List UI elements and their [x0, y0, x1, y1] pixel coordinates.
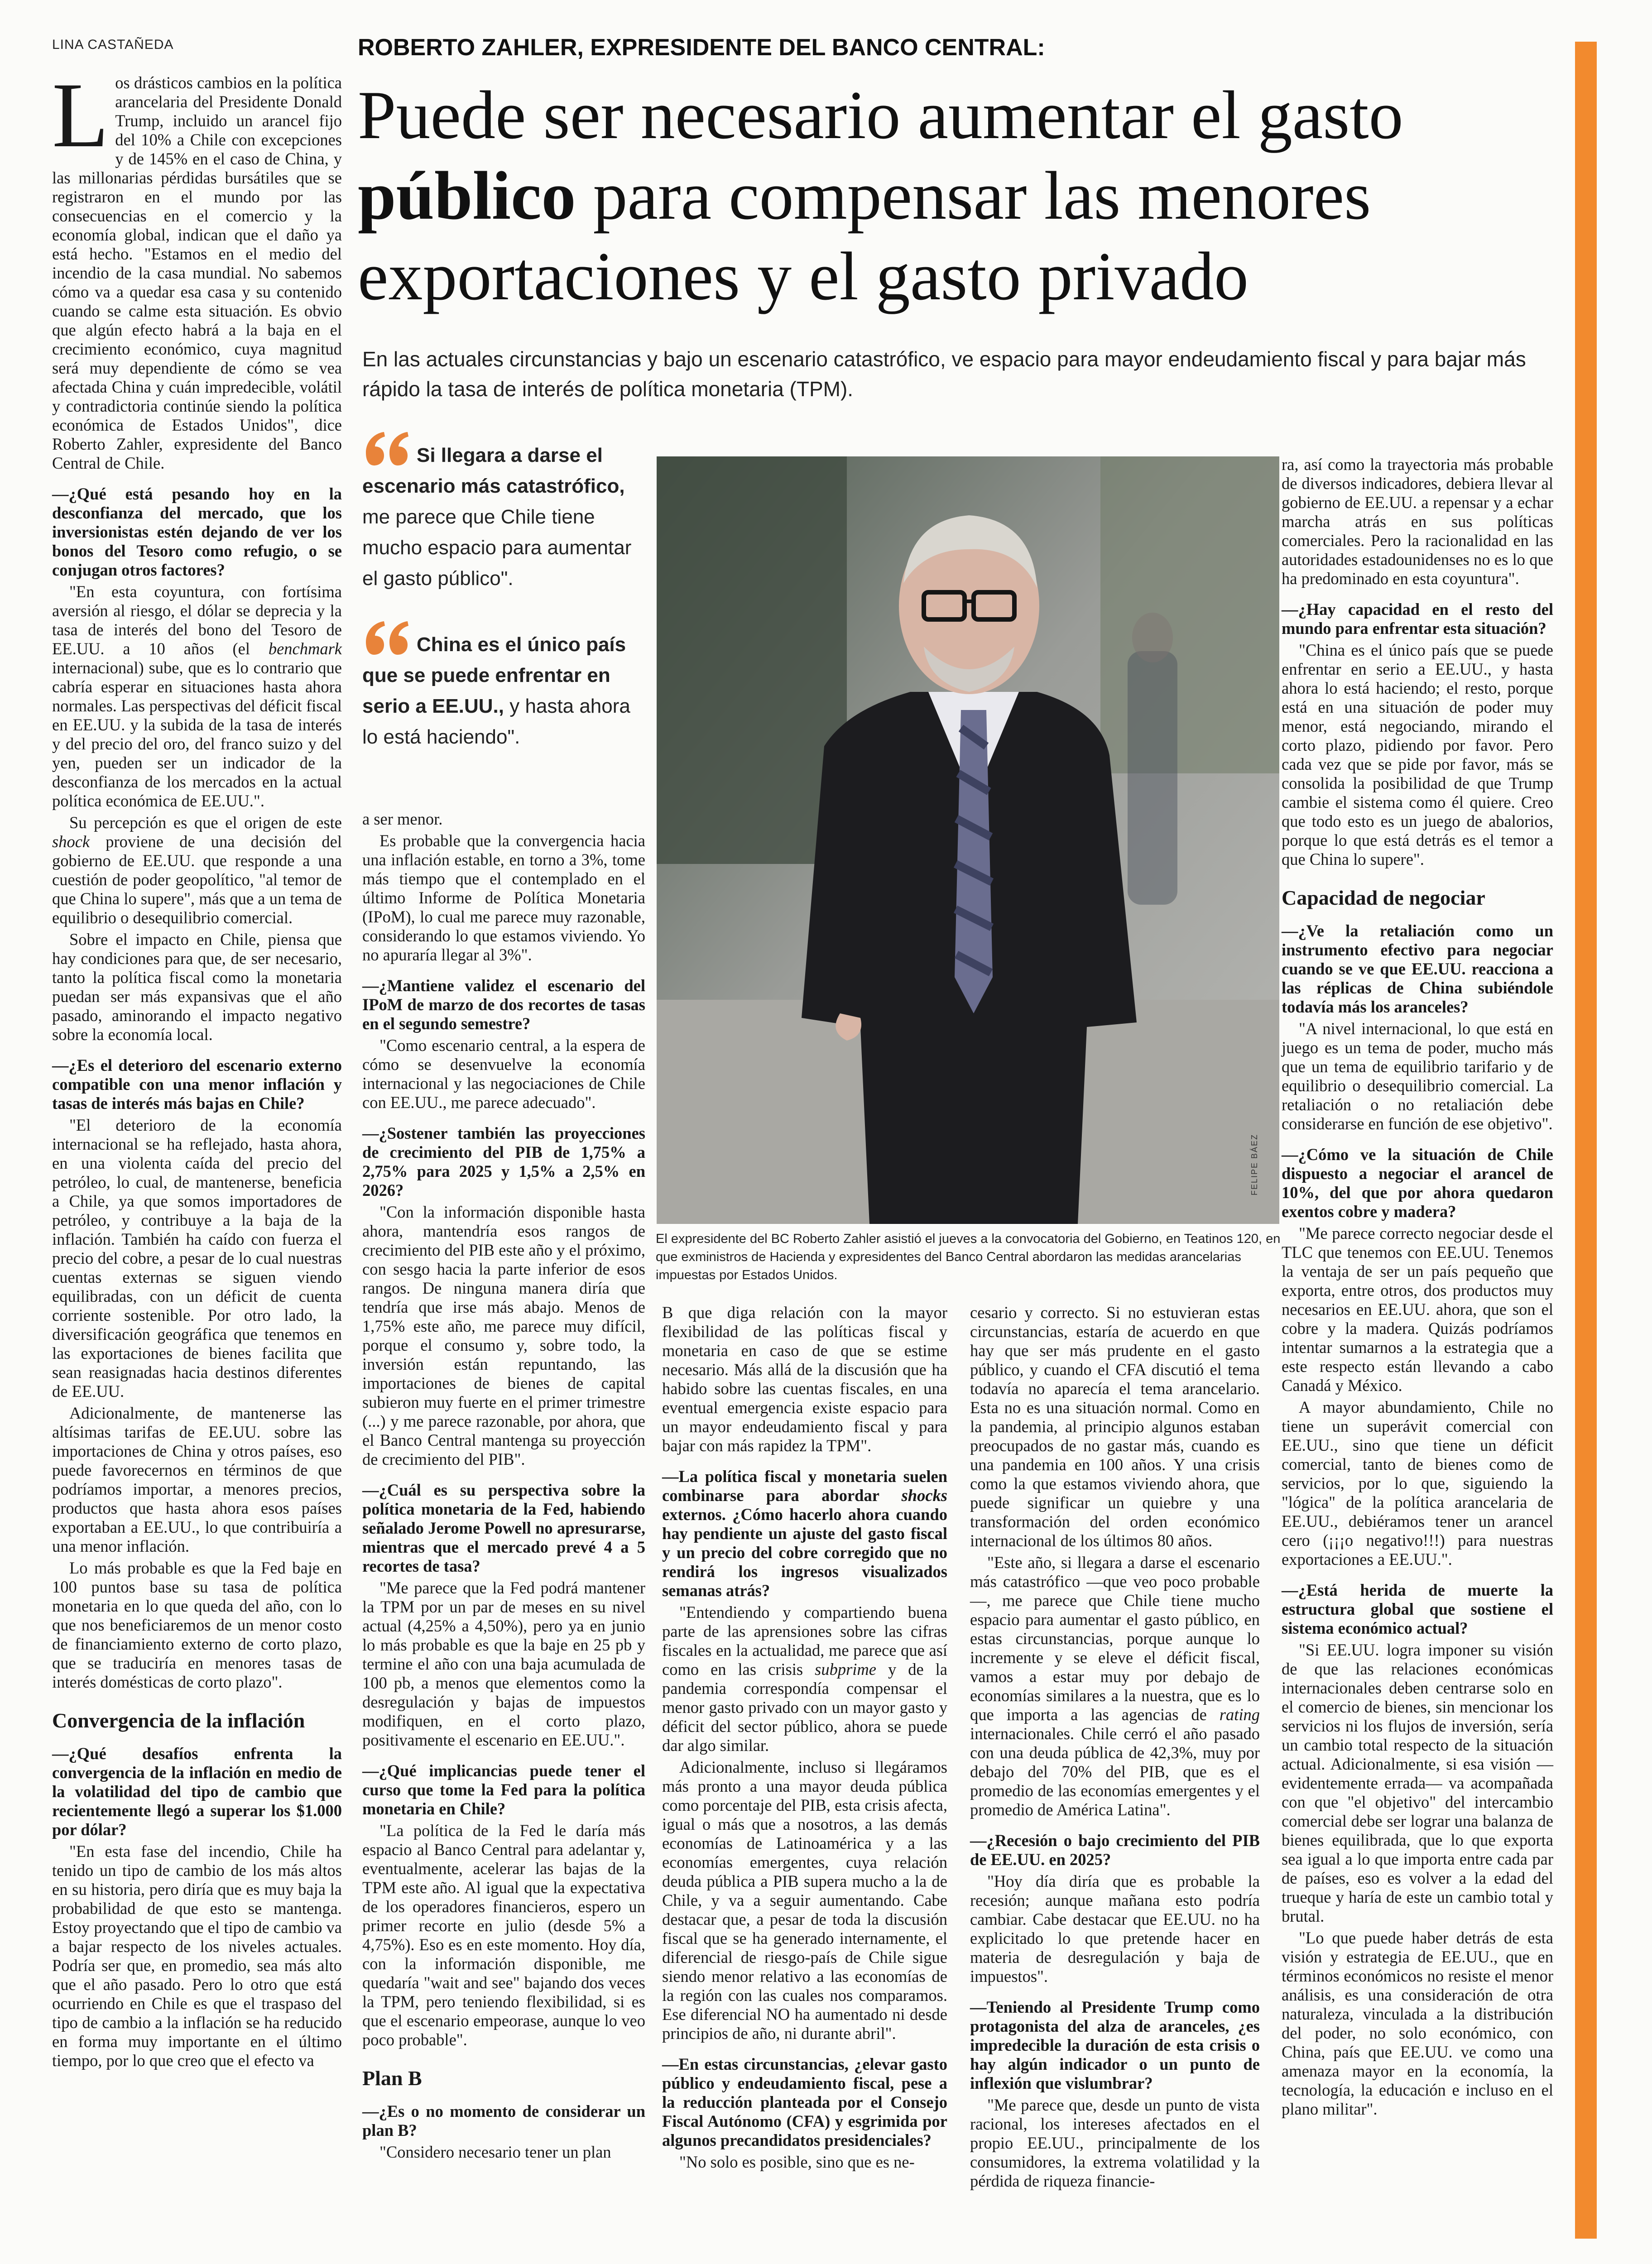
headline-line-2-rest: para compensar las menores — [576, 158, 1371, 234]
answer-text: internacional) sube, que es lo contrario que cabría esperar en situaciones hasta ahora normales. Las perspectivas del déficit fiscal en EE.UU. y la subida de la tasa de interés y del precio del oro, del franco suizo y del yen, pueden ser un indicador de la desconfianza de los mercados en la actual política económica de EE.UU.". — [52, 658, 342, 810]
answer-text: "Entendiendo y compartiendo buena parte de las aprensiones sobre las cifras fiscales en la actualidad, me parece que así como en las crisis — [662, 1603, 947, 1679]
answer-text: y de la pandemia correspondía compensar el menor gasto privado con un mayor gasto y déficit del sector público, ahora se puede dar algo similar. — [662, 1660, 947, 1755]
answer: "En esta fase del incendio, Chile ha tenido un tipo de cambio de los más altos en su historia, pero diría que es muy baja la probabilidad de que esto se mantenga. Estoy proyectando que el tipo de cambio va a bajar respecto de los niveles actuales. Podría ser que, en promedio, sea más alto que el año pasado. Pero lo otro que está ocurriendo en Chile es que el traspaso del tipo de cambio a la inflación se ha reducido en forma muy importante en el último tiempo, por lo que creo que el efecto va — [52, 1842, 342, 2070]
pull-quote-text: y hasta ahora lo está haciendo". — [362, 695, 630, 748]
section-heading: Plan B — [362, 2067, 422, 2090]
answer: B que diga relación con la mayor flexibilidad de las políticas fiscal y monetaria en caso de que se estime necesario. Más allá de la discusión que ha habido sobre las cuentas fiscales, en una eventual emergencia existe espacio para un mayor endeudamiento fiscal y para bajar con más rapidez la TPM". — [662, 1303, 947, 1455]
section-heading: Convergencia de la inflación — [52, 1709, 305, 1732]
pull-quote-text: me parece que Chile tiene mucho espacio para aumentar el gasto público". — [362, 506, 632, 590]
question — [662, 1467, 947, 1600]
intro-text: os drásticos cambios en la política arancelaria del Presidente Donald Trump, incluido un arancel fijo del 10% a Chile con excepciones y de 145% en el caso de China, y las millonarias pérdidas bursátiles que se registraron en el mundo por las consecuencias en el comercio y la economía global, indican que el daño ya está hecho. "Estamos en el medio del incendio de la casa mundial. No sabemos cómo va a quedar esa casa y su contenido cuando se calme esta situación. Es obvio que algún efecto habrá a la baja en el crecimiento económico, cuya magnitud será muy dependiente de cómo se vea afectada China y cuán impredecible, volátil y contradictoria continúe siendo la política económica de Estados Unidos", dice Roberto Zahler, expresidente del Banco Central de Chile. — [52, 73, 342, 472]
headline — [358, 75, 1590, 317]
answer-italic: benchmark — [268, 639, 342, 658]
answer: Lo más probable es que la Fed baje en 100 puntos base su tasa de política monetaria en lo que queda del año, con lo que nos beneficiaremos de un menor costo de financiamiento externo de corto plazo, que se traduciría en menores tasas de interés domésticas de corto plazo". — [52, 1559, 342, 1691]
question: —¿Cuál es su perspectiva sobre la política monetaria de la Fed, habiendo señalado Jerome Powell no apresurarse, mientras que el mercado prevé 4 a 5 recortes de tasa? — [362, 1481, 645, 1575]
question: —¿Qué está pesando hoy en la desconfianza del mercado, que los inversionistas estén dejando de ver los bonos del Tesoro como refugio, o se conjugan otros factores? — [52, 484, 342, 579]
question: —¿Ve la retaliación como un instrumento efectivo para negociar cuando se ve que EE.UU. reacciona a las réplicas de China subiéndole todavía más los aranceles? — [1282, 921, 1553, 1016]
intro-paragraph — [52, 64, 342, 473]
answer: Es probable que la convergencia hacia una inflación estable, en torno a 3%, tome más tiempo que el contemplado en el último Informe de Política Monetaria (IPoM), lo cual me parece muy razonable, considerando lo que estamos viviendo. Yo no apuraría llegar al 3%". — [362, 831, 645, 964]
question: —¿Es el deterioro del escenario externo compatible con una menor inflación y tasas de interés más bajas en Chile? — [52, 1056, 342, 1113]
answer — [52, 582, 342, 811]
answer: A mayor abundamiento, Chile no tiene un superávit comercial con EE.UU., sino que tiene un déficit comercial, tanto de bienes como de servicios, por lo que, siguiendo la "lógica" de la política arancelaria de EE.UU., debiéramos tener un arancel cero (¡¡¡o negativo!!!) para nuestras exportaciones a EE.UU.". — [1282, 1398, 1553, 1568]
answer: Adicionalmente, incluso si llegáramos más pronto a una mayor deuda pública como porcentaje del PIB, esta crisis afecta, igual o más que a nosotros, a las demás economías de Latinoamérica y a las economías emergentes, cuya relación deuda pública a PIB supera mucho a la de Chile, y va a seguir aumentando. Cabe destacar que, a pesar de toda la discusión fiscal que se ha generado internamente, el diferencial de riesgo-país de Chile sigue siendo menor relativo a las economías de la región con las cuales nos comparamos. Ese diferencial NO ha aumentado ni desde principios de año, ni durante abril". — [662, 1758, 947, 2043]
answer: "Me parece que la Fed podrá mantener la TPM por un par de meses en su nivel actual (4,25% a 4,50%), pero ya en junio lo más probable es que la baje en 25 pb y termine el año con una baja acumulada de 100 pb, a menos que elementos como la desregulación y bajas de impuestos modifiquen, en el corto plazo, positivamente el escenario en EE.UU.". — [362, 1578, 645, 1749]
column-5 — [1282, 455, 1553, 2121]
answer-text: "Este año, si llegara a darse el escenario más catastrófico —que veo poco probable—, me parece que Chile tiene mucho espacio para aumentar el gasto público, en estas circunstancias, porque aunque lo incremente y se eleve el déficit fiscal, vamos a estar muy por debajo de economías similares a la nuestra, que es lo que importa a las agencias de — [970, 1553, 1260, 1724]
answer — [970, 1553, 1260, 1819]
section-heading: Capacidad de negociar — [1282, 886, 1485, 909]
quote-mark-icon — [362, 431, 412, 466]
answer: "Hoy día diría que es probable la recesión; aunque mañana esto podría cambiar. Cabe destacar que EE.UU. no ha explicitado lo que pretende hacer en materia de desregulación y baja de impuestos". — [970, 1872, 1260, 1986]
photo-illustration — [657, 456, 1279, 1224]
answer: "Si EE.UU. logra imponer su visión de que las relaciones económicas internacionales deben centrarse solo en el comercio de bienes, sin mencionar los servicios ni los flujos de inversión, sería un cambio total respecto de la situación actual. Adicionalmente, si esa visión —evidentemente errada— va acompañada con que "el objetivo" del intercambio comercial debe ser lograr una balanza de bienes equilibrada, que lo que exporta sea igual a lo que importa entre cada par de países, eso es volver a la edad del trueque y haría de este un cambio total y brutal. — [1282, 1640, 1553, 1925]
pull-quote-1 — [362, 431, 643, 594]
question: —Teniendo al Presidente Trump como protagonista del alza de aranceles, ¿es impredecible la duración de esta crisis o hay algún indicador o un punto de inflexión que vislumbrar? — [970, 1998, 1260, 2092]
photo-caption: El expresidente del BC Roberto Zahler asistió el jueves a la convocatoria del Gobierno, en Teatinos 120, en que exministros de Hacienda y expresidentes del Banco Central abordaron las medidas arancelarias impuestas por Estados Unidos. — [656, 1232, 1281, 1282]
deck-subtitle: En las actuales circunstancias y bajo un escenario catastrófico, ve espacio para mayor endeudamiento fiscal y para bajar más rápido la tasa de interés de política monetaria (TPM). — [362, 347, 1526, 401]
answer-italic: subprime — [815, 1660, 876, 1679]
answer — [52, 813, 342, 927]
headline-line-2 — [358, 155, 1590, 236]
answer-text: "En esta coyuntura, con fortísima aversión al riesgo, el dólar se deprecia y la tasa de interés del bono del Tesoro de EE.UU. a 10 años (el — [52, 582, 342, 658]
answer: "El deterioro de la economía internacional se ha reflejado, hasta ahora, en una violenta caída del precio del petróleo, lo cual, de mantenerse, beneficia a Chile, ya que somos importadores de petróleo, y contribuye a la baja de la inflación. También ha caído con fuerza el precio del cobre, a pesar de lo cual nuestras cuentas externas se siguen viendo equilibradas, con un déficit de cuenta corriente sostenible. Por otro lado, la diversificación geográfica que tenemos en las exportaciones de bienes facilita que sean reasignadas hacia destinos diferentes de EE.UU. — [52, 1116, 342, 1401]
question-text: —La política fiscal y monetaria suelen combinarse para abordar — [662, 1467, 947, 1505]
answer-text: Su percepción es que el origen de este — [69, 813, 342, 832]
question: —¿Cómo ve la situación de Chile dispuesto a negociar el arancel de 10%, del que por ahora quedaron exentos cobre y madera? — [1282, 1145, 1553, 1221]
answer: "China es el único país que se puede enfrentar en serio a EE.UU., y hasta ahora lo está haciendo; el resto, porque está en una situación de poder muy menor, está negociando, mirando el corto plazo, pidiendo por favor. Pero cada vez que se pide por favor, más se consolida la posibilidad de que Trump cambie el sistema como él quiere. Creo que todo esto es un juego de abalorios, porque lo que está detrás es el temor a que China lo supere". — [1282, 641, 1553, 868]
answer: "Con la información disponible hasta ahora, mantendría esos rangos de crecimiento del PIB este año y el próximo, con sesgo hacia la parte inferior de esos rangos. De ninguna manera diría que tendría que irse más abajo. Menos de 1,75% este año, me parece muy difícil, porque el consumo y, sobre todo, la inversión están repuntando, las importaciones de bienes de capital subieron muy fuerte en el primer trimestre (...) y me parece razonable, por ahora, que el Banco Central mantenga su proyección de crecimiento del PIB". — [362, 1203, 645, 1468]
question: —¿Está herida de muerte la estructura global que sostiene el sistema económico actual? — [1282, 1581, 1553, 1637]
quote-mark-icon — [362, 620, 412, 656]
headline-bold-word: público — [358, 158, 576, 234]
answer: Adicionalmente, de mantenerse las altísimas tarifas de EE.UU. sobre las importaciones de China y otros países, eso puede favorecernos en términos de que podríamos importar, a menores precios, productos que hasta ahora esos países exportaban a EE.UU., lo que contribuiría a una menor inflación. — [52, 1404, 342, 1555]
column-4 — [970, 1303, 1260, 2193]
answer — [662, 1603, 947, 1755]
answer: Sobre el impacto en Chile, piensa que hay condiciones para que, de ser necesario, tanto la política fiscal como la monetaria puedan ser más expansivas que el año pasado, aminorando el impacto negativo sobre la economía local. — [52, 930, 342, 1044]
answer: "Como escenario central, a la espera de cómo se desenvuelve la economía internacional y las negociaciones de Chile con EE.UU., me parece adecuado". — [362, 1036, 645, 1112]
question-italic: shocks — [901, 1486, 947, 1505]
answer: cesario y correcto. Si no estuvieran estas circunstancias, estaría de acuerdo en que hay que ser más prudente en el gasto público, y cuando el CFA discutió el tema todavía no aparecía el tema arancelario. Esta no es una situación normal. Como en la pandemia, al principio algunos estaban preocupados de no gastar más, cuando es una pandemia en 100 años. Y una crisis como la que estamos viviendo ahora, que puede significar un quiebre y una transformación del orden económico internacional de los últimos 80 años. — [970, 1303, 1260, 1550]
question: —¿Hay capacidad en el resto del mundo para enfrentar esta situación? — [1282, 600, 1553, 638]
answer: "Considero necesario tener un plan — [379, 2143, 611, 2161]
question: —¿Qué implicancias puede tener el curso que tome la Fed para la política monetaria en Chile? — [362, 1761, 645, 1818]
dropcap: L — [52, 64, 109, 167]
question: —¿Es o no momento de considerar un plan B? — [362, 2102, 645, 2139]
kicker: ROBERTO ZAHLER, EXPRESIDENTE DEL BANCO CENTRAL: — [358, 34, 1045, 61]
question: —En estas circunstancias, ¿elevar gasto público y endeudamiento fiscal, pese a la reducción planteada por el Consejo Fiscal Autónomo (CFA) y esgrimida por algunos precandidatos presidenciales? — [662, 2055, 947, 2149]
question: —¿Sostener también las proyecciones de crecimiento del PIB de 1,75% a 2,75% para 2025 y 1,5% a 2,5% en 2026? — [362, 1124, 645, 1199]
photo-credit: FELIPE BÁEZ — [1250, 1133, 1259, 1195]
column-1 — [52, 64, 342, 2073]
photo-roberto-zahler — [657, 456, 1279, 1224]
answer: "La política de la Fed le daría más espacio al Banco Central para adelantar y, eventualmente, acelerar las bajas de la TPM este año. Al igual que la expectativa de los operadores financieros, espero un primer recorte en julio (desde 5% a 4,75%). Eso es en este momento. Hoy día, con la información disponible, me quedaría "wait and see" bajando dos veces la TPM, pero teniendo flexibilidad, si es que el escenario empeorase, aunque lo veo poco probable". — [362, 1821, 645, 2049]
question: —¿Mantiene validez el escenario del IPoM de marzo de dos recortes de tasas en el segundo semestre? — [362, 976, 645, 1033]
pull-quote-2 — [362, 620, 643, 753]
column-3 — [662, 1303, 947, 2174]
pull-quote-bold: Si llegara a darse el escenario más catastrófico, — [362, 444, 625, 497]
headline-line-1: Puede ser necesario aumentar el gasto — [358, 77, 1403, 153]
pull-quote-bold: China es el único país que se puede enfrentar en serio a EE.UU., — [362, 633, 626, 717]
question: —¿Qué desafíos enfrenta la convergencia de la inflación en medio de la volatilidad del tipo de cambio que recientemente llegó a superar los $1.000 por dólar? — [52, 1744, 342, 1839]
answer: "Lo que puede haber detrás de esta visión y estrategia de EE.UU., que en términos económicos no resiste el menor análisis, es una consideración de otra naturaleza, vinculada a la distribución del poder, no solo económico, con China, país que EE.UU. ve como una amenaza mayor en la economía, la tecnología, la educación e incluso en el plano militar". — [1282, 1928, 1553, 2118]
answer-text: proviene de una decisión del gobierno de EE.UU. que responde a una cuestión de poder geopolítico, "al temor de que China lo supere", más que a un tema de equilibrio o desequilibrio comercial. — [52, 832, 342, 927]
author-byline: LINA CASTAÑEDA — [52, 37, 174, 52]
column-2 — [362, 810, 645, 2164]
answer: "Me parece que, desde un punto de vista racional, los intereses afectados en el propio EE.UU., principalmente de los consumidores, la extrema volatilidad y la pérdida de riqueza financie- — [970, 2096, 1260, 2190]
question: —¿Recesión o bajo crecimiento del PIB de EE.UU. en 2025? — [970, 1831, 1260, 1869]
headline-line-3: exportaciones y el gasto privado — [358, 238, 1249, 314]
answer: "Me parece correcto negociar desde el TLC que tenemos con EE.UU. Tenemos la ventaja de ser un país pequeño que exporta, entre otros, dos productos muy necesarios en EE.UU. ahora, que son el cobre y la madera. Quizás podríamos intentar sumarnos a la estrategia que a este respecto están llevando a cabo Canadá y México. — [1282, 1224, 1553, 1395]
answer: ra, así como la trayectoria más probable de diversos indicadores, debiera llevar al gobierno de EE.UU. a repensar y a echar marcha atrás en sus políticas comerciales. Pero la racionalidad en las autoridades estadounidenses no es lo que ha predominado en esta coyuntura". — [1282, 455, 1553, 588]
answer: "No solo es posible, sino que es ne- — [679, 2153, 915, 2171]
answer-italic: rating — [1219, 1705, 1260, 1724]
answer-italic: shock — [52, 832, 90, 851]
continued-text: a ser menor. — [362, 810, 443, 828]
answer: "A nivel internacional, lo que está en juego es un tema de poder, mucho más que un tema de equilibrio tarifario y de equilibrio o desequilibrio comercial. La retaliación o no retaliación debe considerarse en función de ese objetivo". — [1282, 1019, 1553, 1133]
question-text: externos. ¿Cómo hacerlo ahora cuando hay pendiente un ajuste del gasto fiscal y un precio del cobre corregido que no rendirá los ingresos visualizados semanas atrás? — [662, 1505, 947, 1600]
answer-text: internacionales. Chile cerró el año pasado con una deuda pública de 42,3%, muy por debajo del 70% del PIB, que es el promedio de las economías emergentes y el promedio de América Latina". — [970, 1724, 1260, 1819]
